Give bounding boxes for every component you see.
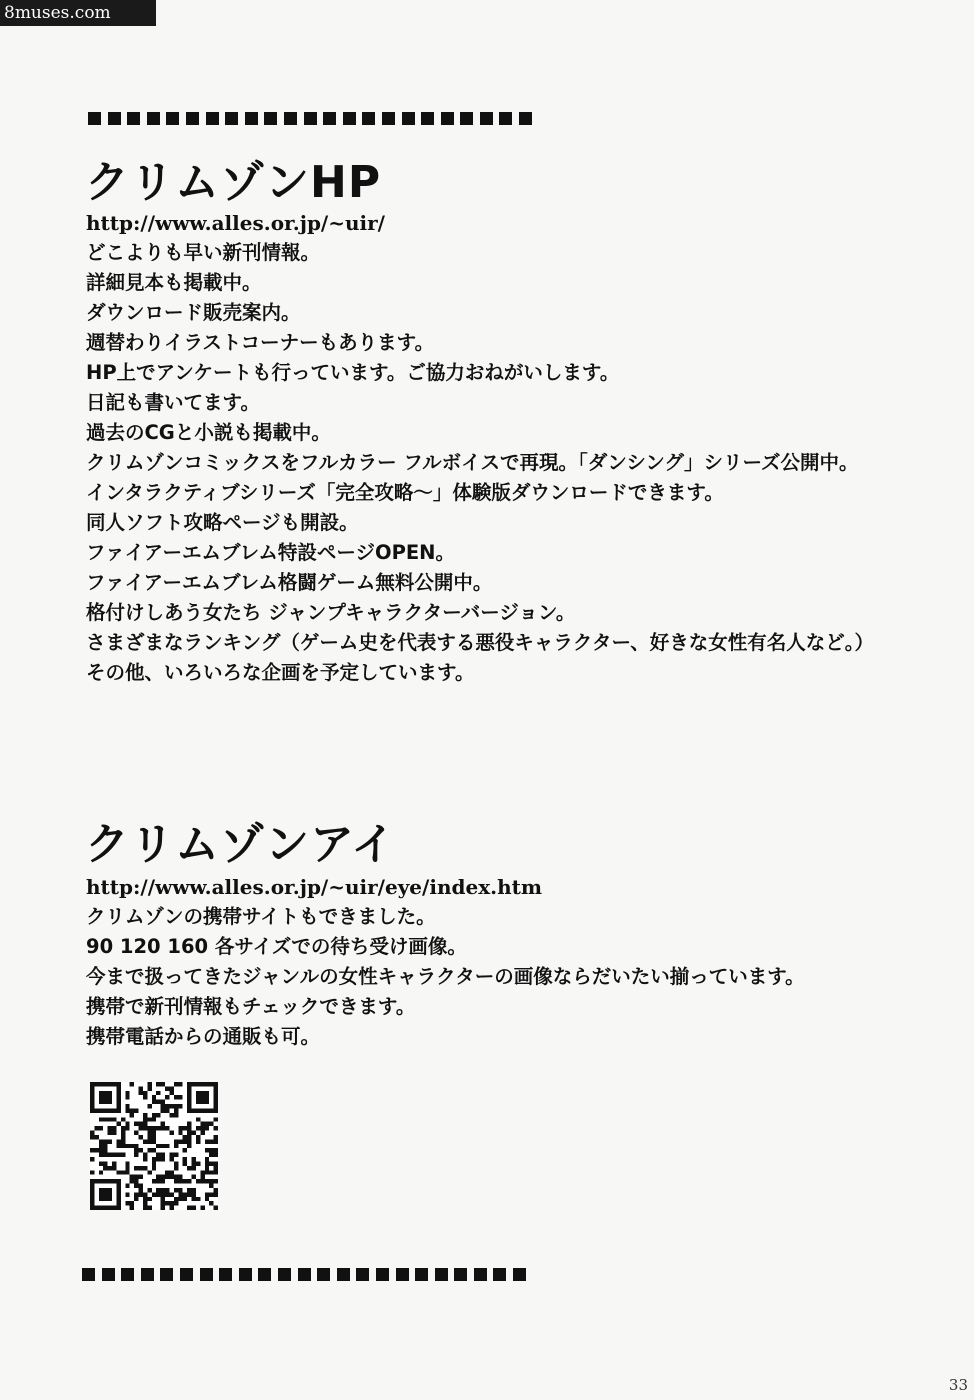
eye-line: 90 120 160 各サイズでの待ち受け画像。	[86, 935, 467, 958]
hp-line: その他、いろいろな企画を予定しています。	[86, 661, 475, 684]
divider-square	[102, 1268, 115, 1281]
divider-square	[82, 1268, 95, 1281]
divider-square	[317, 1268, 330, 1281]
divider-square	[147, 112, 160, 125]
site-watermark: 8muses.com	[0, 0, 156, 26]
divider-square	[239, 1268, 252, 1281]
hp-line: どこよりも早い新刊情報。	[86, 241, 321, 264]
divider-square	[356, 1268, 369, 1281]
divider-square	[127, 112, 140, 125]
hp-line: 格付けしあう女たち ジャンプキャラクターバージョン。	[86, 601, 576, 624]
hp-section-lines	[86, 208, 874, 688]
divider-square	[200, 1268, 213, 1281]
divider-square	[141, 1268, 154, 1281]
divider-square	[337, 1268, 350, 1281]
qr-code-image	[90, 1082, 218, 1210]
hp-line: インタラクティブシリーズ「完全攻略～」体験版ダウンロードできます。	[86, 481, 724, 504]
hp-line: 詳細見本も掲載中。	[86, 271, 262, 294]
divider-square	[493, 1268, 506, 1281]
divider-square	[206, 112, 219, 125]
divider-square	[278, 1268, 291, 1281]
divider-square	[362, 112, 375, 125]
divider-square	[323, 112, 336, 125]
eye-line: クリムゾンの携帯サイトもできました。	[86, 905, 436, 928]
hp-line: ダウンロード販売案内。	[86, 301, 301, 324]
divider-square	[499, 112, 512, 125]
divider-square	[264, 112, 277, 125]
divider-square	[396, 1268, 409, 1281]
bottom-square-divider	[82, 1268, 526, 1281]
eye-line: 携帯で新刊情報もチェックできます。	[86, 995, 416, 1018]
hp-line: ファイアーエムブレム格闘ゲーム無料公開中。	[86, 571, 493, 594]
divider-square	[519, 112, 532, 125]
divider-square	[513, 1268, 526, 1281]
divider-square	[225, 112, 238, 125]
divider-square	[298, 1268, 311, 1281]
hp-line: 同人ソフト攻略ページも開設。	[86, 511, 359, 534]
hp-line: 日記も書いてます。	[86, 391, 260, 414]
divider-square	[454, 1268, 467, 1281]
divider-square	[441, 112, 454, 125]
divider-square	[415, 1268, 428, 1281]
divider-square	[160, 1268, 173, 1281]
eye-section-lines	[86, 872, 805, 1052]
divider-square	[382, 112, 395, 125]
divider-square	[474, 1268, 487, 1281]
divider-square	[304, 112, 317, 125]
top-square-divider	[88, 112, 532, 125]
divider-square	[121, 1268, 134, 1281]
divider-square	[180, 1268, 193, 1281]
divider-square	[343, 112, 356, 125]
divider-square	[88, 112, 101, 125]
eye-line: 今まで扱ってきたジャンルの女性キャラクターの画像ならだいたい揃っています。	[86, 965, 805, 988]
hp-url-link[interactable]: http://www.alles.or.jp/~uir/	[86, 211, 385, 235]
divider-square	[480, 112, 493, 125]
hp-line: ファイアーエムブレム特設ページOPEN。	[86, 541, 455, 564]
divider-square	[108, 112, 121, 125]
divider-square	[186, 112, 199, 125]
hp-line: 週替わりイラストコーナーもあります。	[86, 331, 435, 354]
hp-line: HP上でアンケートも行っています。ご協力おねがいします。	[86, 361, 620, 384]
hp-section-title: クリムゾンHP	[85, 157, 382, 208]
divider-square	[460, 112, 473, 125]
eye-url-link[interactable]: http://www.alles.or.jp/~uir/eye/index.htm	[86, 875, 543, 899]
hp-line: クリムゾンコミックスをフルカラー フルボイスで再現。「ダンシング」シリーズ公開中。	[86, 451, 859, 474]
eye-line: 携帯電話からの通販も可。	[86, 1025, 321, 1048]
divider-square	[245, 112, 258, 125]
page-number: 33	[948, 1376, 968, 1394]
divider-square	[258, 1268, 271, 1281]
divider-square	[284, 112, 297, 125]
divider-square	[421, 112, 434, 125]
divider-square	[435, 1268, 448, 1281]
eye-section-title: クリムゾンアイ	[85, 819, 397, 870]
hp-line: さまざまなランキング（ゲーム史を代表する悪役キャラクター、好きな女性有名人など。）	[86, 631, 874, 654]
divider-square	[376, 1268, 389, 1281]
divider-square	[402, 112, 415, 125]
divider-square	[219, 1268, 232, 1281]
divider-square	[166, 112, 179, 125]
hp-line: 過去のCGと小説も掲載中。	[86, 421, 331, 444]
